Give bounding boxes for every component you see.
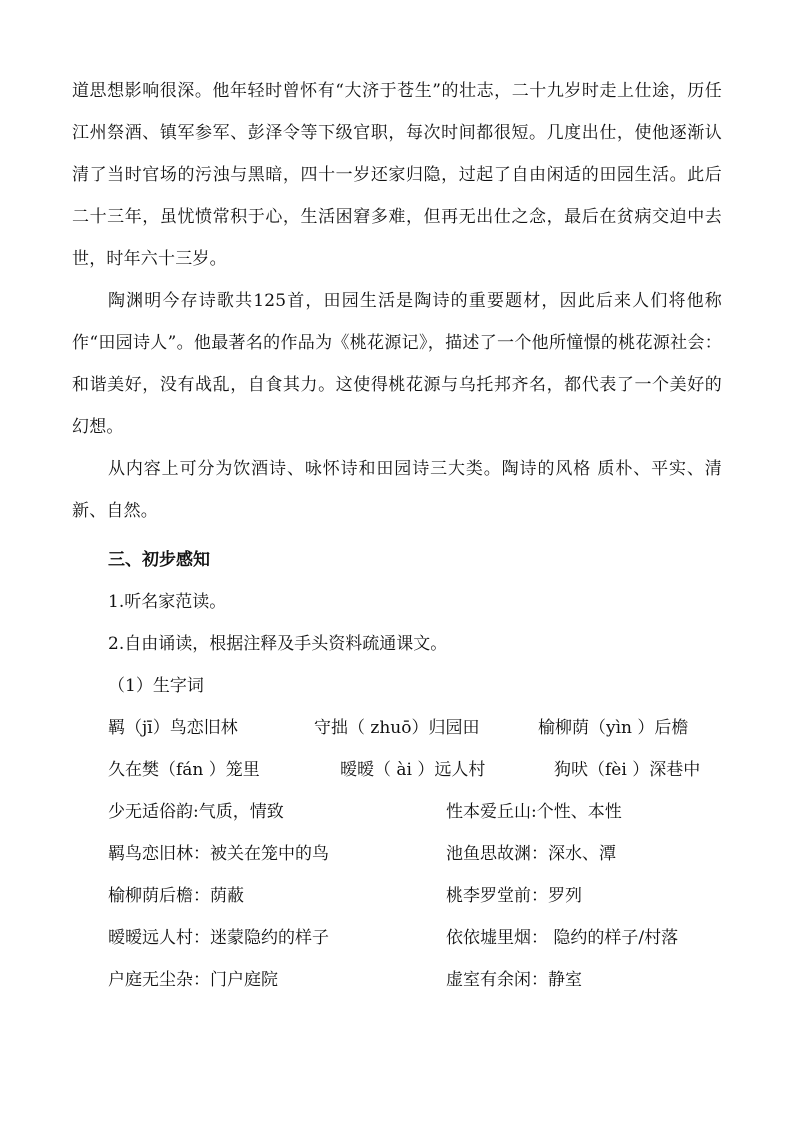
step-2: 2.自由诵读，根据注释及手头资料疏通课文。 xyxy=(108,634,448,654)
sub-heading-vocabulary: （1）生字词 xyxy=(108,676,204,696)
vocab-item: 守拙（ zhuō）归园田 xyxy=(314,718,480,738)
definition-item: 性本爱丘山:个性、本性 xyxy=(446,802,622,822)
paragraph-biography: 道思想影响很深。他年轻时曾怀有“大济于苍生”的壮志，二十九岁时走上仕途，历任江州祭酒、镇军参军、彭泽令等下级官职，每次时间都很短。几度出仕，使他逐渐认清了当时官场的污浊与黑暗，四十一岁还家归隐，过起了自由闲适的田园生活。此后二十三年，虽忧愤常积于心，生活困窘多难，但再无出仕之念，最后在贫病交迫中去世，时年六十三岁。 xyxy=(72,81,722,269)
section-heading: 三、初步感知 xyxy=(108,550,210,570)
vocab-item: 久在樊（fán ）笼里 xyxy=(108,760,260,780)
definition-item: 依依墟里烟： 隐约的样子/村落 xyxy=(446,928,679,948)
definition-row xyxy=(108,833,728,875)
definition-item: 池鱼思故渊：深水、潭 xyxy=(446,844,616,864)
definition-row xyxy=(108,791,728,833)
step-1: 1.听名家范读。 xyxy=(108,592,227,612)
definition-item: 羁鸟恋旧林：被关在笼中的鸟 xyxy=(108,844,329,864)
definition-row xyxy=(108,917,728,959)
definition-item: 少无适俗韵:气质，情致 xyxy=(108,802,284,822)
vocab-row xyxy=(108,707,728,749)
definition-item: 户庭无尘杂：门户庭院 xyxy=(108,970,278,990)
vocab-row xyxy=(108,749,728,791)
definition-item: 桃李罗堂前：罗列 xyxy=(446,886,582,906)
definition-item: 虚室有余闲：静室 xyxy=(446,970,582,990)
vocab-item: 狗吠（fèi ）深巷中 xyxy=(554,760,701,780)
definition-item: 暧暧远人村：迷蒙隐约的样子 xyxy=(108,928,329,948)
paragraph-poetry-works: 陶渊明今存诗歌共125首，田园生活是陶诗的重要题材，因此后来人们将他称作“田园诗人”。他最著名的作品为《桃花源记》，描述了一个他所憧憬的桃花源社会：和谐美好，没有战乱，自食其力。这使得桃花源与乌托邦齐名，都代表了一个美好的幻想。 xyxy=(72,291,722,437)
definition-row xyxy=(108,875,728,917)
vocab-item: 榆柳荫（yìn ）后檐 xyxy=(538,718,689,738)
vocab-item: 暧暧（ ài ）远人村 xyxy=(340,760,486,780)
paragraph-poetry-style: 从内容上可分为饮酒诗、咏怀诗和田园诗三大类。陶诗的风格 质朴、平实、清新、自然。 xyxy=(72,459,722,521)
vocab-item: 羁（jī）鸟恋旧林 xyxy=(108,718,238,738)
definition-item: 榆柳荫后檐：荫蔽 xyxy=(108,886,244,906)
definition-row xyxy=(108,959,728,1001)
